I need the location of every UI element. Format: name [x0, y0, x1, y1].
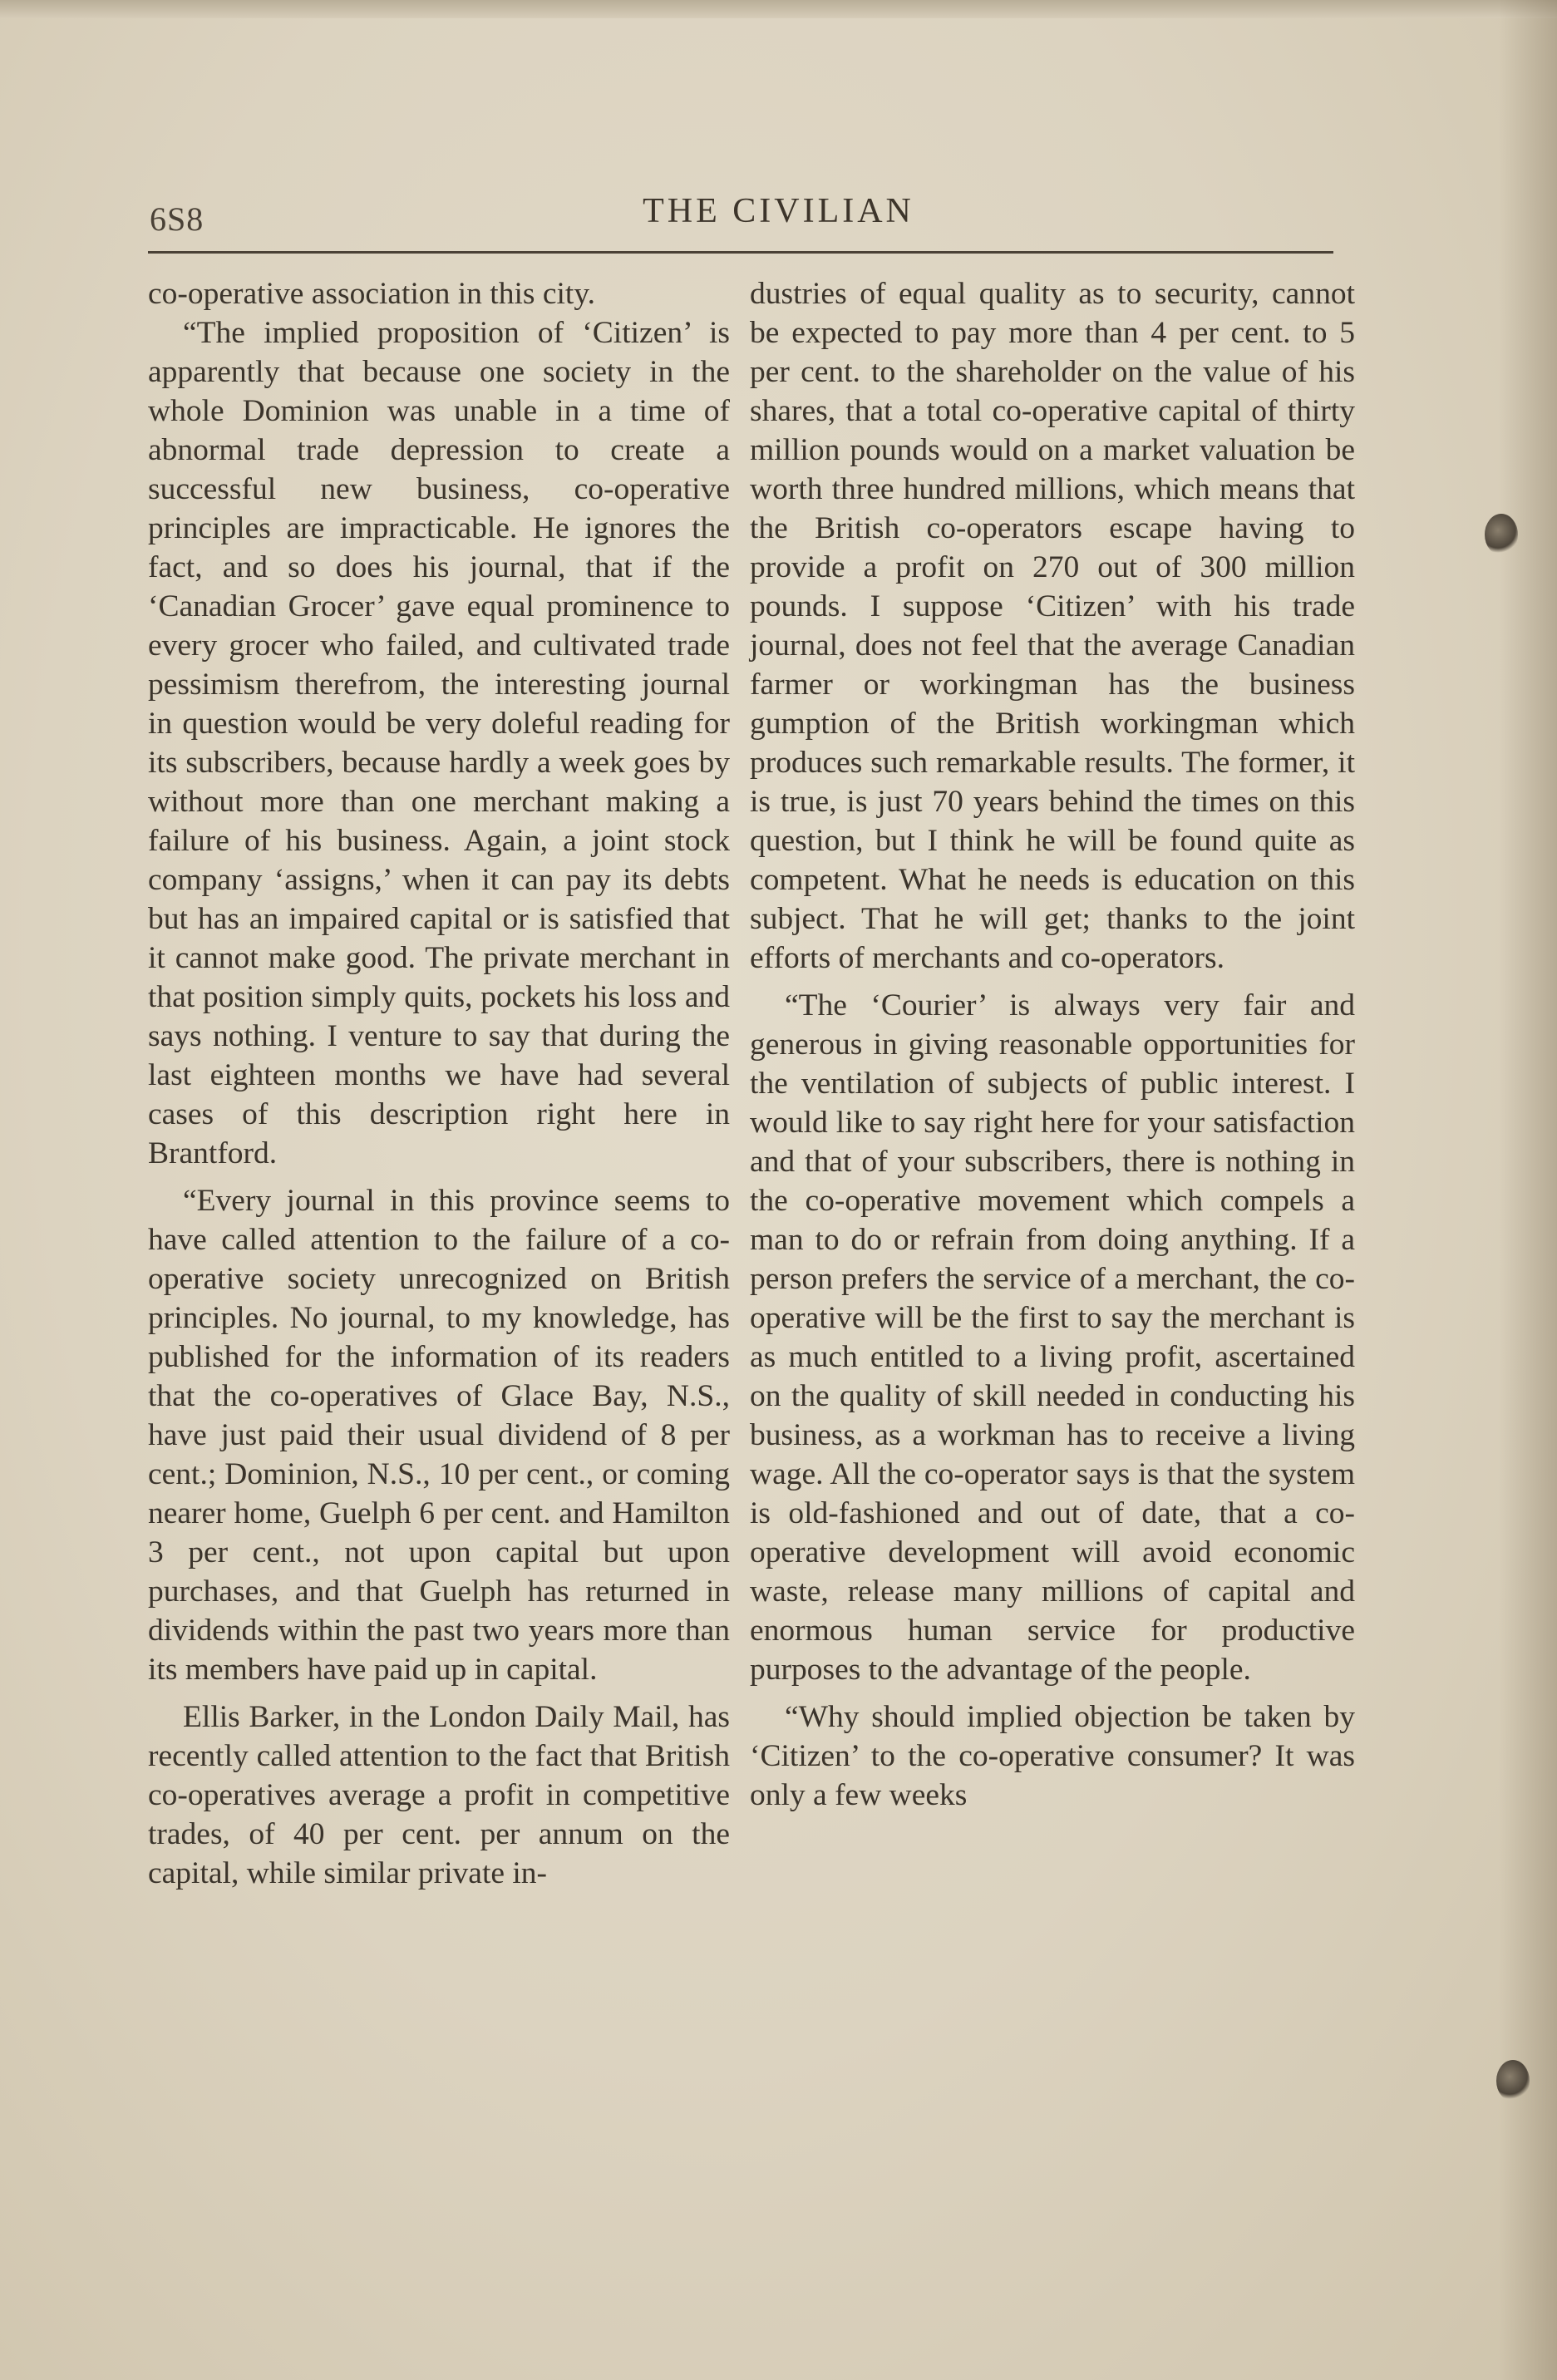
punch-hole-top — [1485, 514, 1518, 555]
left-paragraph-3: “Every journal in this province seems to have called attention to the failure of a co-operative society unrecognized on British principles. No journal, to my knowledge, has published for the information of its readers that the co-operatives of Glace Bay, N.S., have just paid their usual dividend of 8 per cent.; Dominion, N.S., 10 per cent., or coming nearer home, Guelph 6 per cent. and Hamilton 3 per cent., not upon capital but upon purchases, and that Guelph has returned in dividends within the past two years more than its members have paid up in capital. — [148, 1184, 730, 1687]
running-title: THE CIVILIAN — [643, 192, 914, 230]
page-number: 6S8 — [150, 200, 204, 238]
punch-hole-bottom — [1496, 2060, 1530, 2102]
header-rule — [148, 251, 1333, 254]
left-column — [148, 274, 730, 1893]
right-paragraph-2: “The ‘Courier’ is always very fair and generous in giving reasonable opportunities for the ventilation of subjects of public interest. I would like to say right here for your satisfaction and that of your subscribers, there is nothing in the co-operative movement which compels a man to do or refrain from doing anything. If a person prefers the service of a merchant, the co-operative will be the first to say the merchant is as much entitled to a living profit, ascertained on the quality of skill needed in conducting his business, as a workman has to receive a living wage. All the co-operator says is that the system is old-fashioned and out of date, that a co-operative development will avoid economic waste, release many millions of capital and enormous human service for productive purposes to the advantage of the people. — [750, 988, 1355, 1687]
left-paragraph-1: co-operative association in this city. — [148, 277, 596, 311]
right-column — [750, 274, 1355, 1815]
right-paragraph-1: dustries of equal quality as to security, cannot be expected to pay more than 4 per cent. to 5 per cent. to the shareholder on the value of his shares, that a total co-operative capital of thirty million pounds would on a market valuation be worth three hundred millions, which means that the British co-operators escape having to provide a profit on 270 out of 300 million pounds. I suppose ‘Citizen’ with his trade journal, does not feel that the average Canadian farmer or workingman has the business gumption of the British workingman which produces such remarkable results. The former, it is true, is just 70 years behind the times on this question, but I think he will be found quite as competent. What he needs is education on this subject. That he will get; thanks to the joint efforts of merchants and co-operators. — [750, 277, 1355, 975]
left-paragraph-2: “The implied proposition of ‘Citizen’ is apparently that because one society in the whole Dominion was unable in a time of abnormal trade depression to create a successful new business, co-operative principles are impracticable. He ignores the fact, and so does his journal, that if the ‘Canadian Grocer’ gave equal prominence to every grocer who failed, and cultivated trade pessimism therefrom, the interesting journal in question would be very doleful reading for its subscribers, because hardly a week goes by without more than one merchant making a failure of his business. Again, a joint stock company ‘assigns,’ when it can pay its debts but has an impaired capital or is satisfied that it cannot make good. The private merchant in that position simply quits, pockets his loss and says nothing. I venture to say that during the last eighteen months we have had several cases of this description right here in Brantford. — [148, 316, 730, 1170]
page-top-edge — [0, 0, 1557, 18]
page-right-edge-shadow — [1499, 0, 1557, 2380]
right-paragraph-3: “Why should implied objection be taken by ‘Citizen’ to the co-operative consumer? It was only a few weeks — [750, 1700, 1355, 1812]
left-paragraph-4: Ellis Barker, in the London Daily Mail, has recently called attention to the fact that British co-operatives average a profit in competitive trades, of 40 per cent. per annum on the capital, while similar private in- — [148, 1700, 730, 1890]
